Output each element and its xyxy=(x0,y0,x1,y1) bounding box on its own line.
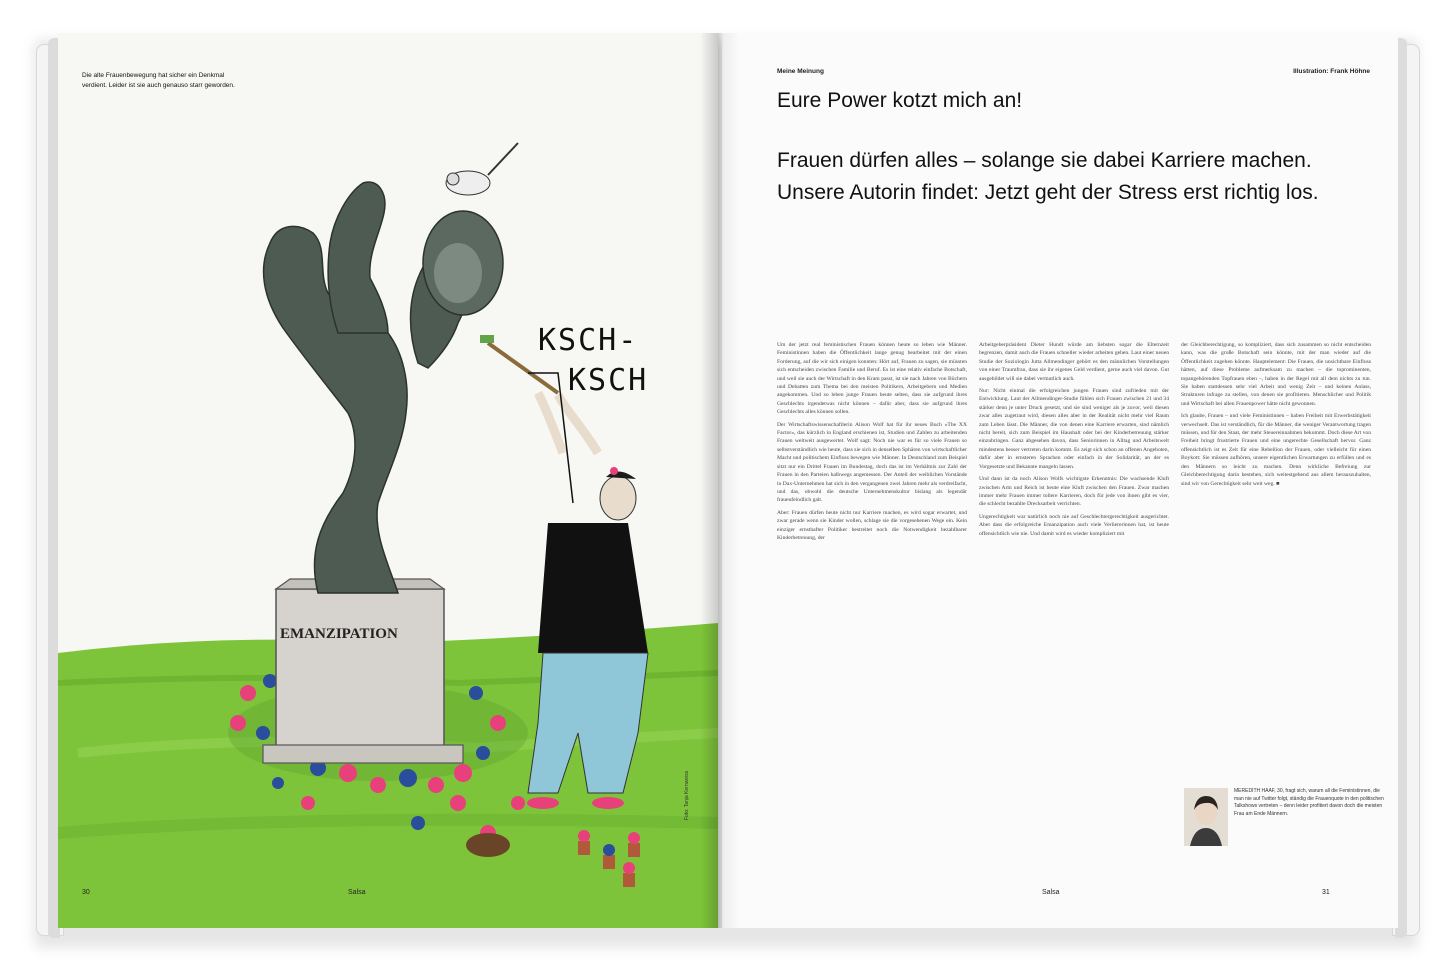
image-caption: Die alte Frauenbewegung hat sicher ein Denkmal verdient. Leider ist sie auch genauso starr geworden. xyxy=(82,72,235,89)
section-kicker: Meine Meinung xyxy=(777,68,824,75)
paragraph: Ich glaube, Frauen – und viele Feministinnen – haben Freiheit mit Erwerbstätigkeit verwechselt. Das ist verständlich, für die Männer, die weniger Verantwortung tragen müssen, und für den Staat, der mehr Steuereinnahmen bekommt. Doch diese Art von Freiheit bringt frustrierte Frauen und eine ungerechte Gesellschaft hervor. Ganz offensichtlich ist es Zeit für eine Rebellion der Frauen, oder vielleicht für einen Boykott: Sie müssen aufhören, unsere eigentlichen Erwartungen zu erfüllen und es den Männern so leicht zu machen. Denn wirkliche Befreiung zur Gleichberechtigung darin bestehen, sich weitestgehend aus allem herauszuhalten, sind wir von Gerechtigkeit sehr weit weg. ■ xyxy=(1181,413,1371,487)
right-folio-title: Salsa xyxy=(1042,889,1060,896)
paragraph: Nur: Nicht einmal die erfolgreichen jungen Frauen sind zufrieden mit der Entwicklung. Laut der Allmendinger-Studie fühlen sich Frauen zwischen 21 und 34 stärker denn je unter Druck gesetzt, und sie sind weniger als je zuvor, weil diesen zwar alles zugetraut wird, diesen alles aber in der Realität nicht mehr viel Raum zum Leben lässt. Die Männer, die von denen eine Karriere erwarten, sind nämlich nicht bereit, sich zum Beispiel im Haushalt oder bei der Kinderbetreuung stärker einzubringen. Ganz abgesehen davon, dass Seniorinnen in Alltag und Arbeitswelt mindestens besser vertreten darin kommt. Es zeigt sich schon an offenen Angeboten, dafür aber in ernsteren Sprachen oder einfach in der Solidarität, an der es Vorgesetzte und Bekannte mangeln lassen. xyxy=(979,388,1169,470)
illustration-credit: Illustration: Frank Höhne xyxy=(1293,68,1370,75)
left-page-number: 30 xyxy=(82,889,90,896)
sound-effect-line1: KSCH- xyxy=(538,323,639,358)
right-page xyxy=(722,33,1398,928)
photo-credit: Foto: Tanja Kernweiss xyxy=(684,770,690,820)
bird xyxy=(446,143,518,195)
author-bio: MEREDITH HAAF, 30, fragt sich, warum all die Feministinnen, die man nie auf Twitter folgt, ständig die Frauenquote in den politischen Talkshows vertreten – denn leider profitiert davon doch die meisten Frau am Ende Männern. xyxy=(1234,788,1384,817)
article-lede: Frauen dürfen alles – solange sie dabei Karriere machen. Unsere Autorin findet: Jetzt geht der Stress erst richtig los. xyxy=(777,149,1319,204)
paragraph: der Gleichberechtigung, so kompliziert, dass sich zusammen so nicht entscheiden kann, was die große Botschaft sein könnte, mit der man wieder auf die Öffentlichkeit zugehen könnte. Hauptelement: Die Frauen, die unsichtbare Einfluss hätten, auf diese Probleme aufmerksam zu machen – die toprominenten, topangehörenden Topfrauen eben –, haben in der Regel mit all dem nichts zu tun. Sie haben stattdessen sehr viel Arbeit und wenig Zeit – und keinen Anlass, Strukturen infrage zu stellen, von denen sie profitieren. Menschlicher und Politik und Wirtschaft bei allen Frauenpower hätte nicht gewonnen. xyxy=(1181,342,1371,407)
statue-head xyxy=(423,211,503,315)
paragraph: Ungerechtigkeit war natürlich noch nie auf Geschlechtergerechtigkeit ausgerichtet. Aber dass die erfolgreiche Emanzipation auch viele Verliererinnen hat, ist heute offensichtlich wie nie. Und damit wird es wieder kompliziert mit xyxy=(979,513,1169,537)
sound-effect-line2: KSCH xyxy=(568,363,649,398)
plinth-inscription: EMANZIPATION xyxy=(280,626,398,642)
left-page xyxy=(58,33,718,928)
right-page-number: 31 xyxy=(1322,889,1330,896)
article-column-1 xyxy=(777,341,967,546)
left-folio-title: Salsa xyxy=(348,889,366,896)
illustration xyxy=(58,33,718,928)
spine-gutter xyxy=(700,33,740,928)
article-headline: Eure Power kotzt mich an! xyxy=(777,89,1023,112)
paragraph: Aber: Frauen dürfen heute nicht nur Karriere machen, es wird sogar erwartet, und zwar gerade wenn sie Kinder wollen, schlage sie die vorgesehenen Wege ein. Kein einziger ernsthafter Politiker bestreitet noch die Notwendigkeit bezahlbarer Kinderbetreuung, der xyxy=(777,509,967,541)
author-photo xyxy=(1184,788,1228,846)
paragraph: Und dann ist da noch Alison Wolfs wichtigste Erkenntnis: Die wachsende Kluft zwischen Arm und Reich ist heute eine Kluft zwischen den Frauen. Zwar machen immer mehr Frauen immer tollere Karrieren, doch für jede von ihnen gibt es vier, die schlecht bezahlte Drecksarbeit verrichten. xyxy=(979,476,1169,508)
paragraph: Der Wirtschaftswissenschaftlerin Alison Wolf hat für ihr neues Buch »The XX Factor«, das kürzlich in England erschienen ist, Studien und Zahlen zu arbeitenden Frauen weltweit ausgewertet. Wolf sagt: Noch nie war es für so viele Frauen so selbstverständlich wie heute, dass sie sich in denselben Sphären von wirtschaftlicher Macht und politischem Einfluss bewegen wie Männer. In Deutschland zum Beispiel sitzt nur ein Drittel Frauen im Bundestag, doch das ist im Verhältnis zur Zahl der Frauen in den Parteien halbwegs angemessen. Der Anteil der weiblichen Vorstände in Dax-Unternehmen hat sich in den vergangenen zwei Jahren mehr als verdreifacht, und das, obwohl die deutsche Unternehmenskultur bislang als legendär frauenfeindlich galt. xyxy=(777,421,967,504)
woman-figure xyxy=(527,393,648,809)
paragraph: Arbeitgeberpräsident Dieter Hundt würde am liebsten sogar die Elternzeit begrenzen, damit auch die Frauen schneller wieder arbeiten gehen. Laut einer neuen Studie der Soziologin Jutta Allmendinger gehört es den männlichen Vorstellungen von einer Traumfrau, dass sie ihr eigenes Geld verdient, gerne auch viel davon. Gut ausgebildet will sie dabei vermutlich auch. xyxy=(979,342,1169,382)
paragraph: Um der jetzt real feministischen Frauen können heute so leben wie Männer. Feministinnen haben die Öffentlichkeit lange genug bearbeitet mit der einen Forderung, auf die wir sich einigen konnten: Hört auf, Frauen zu sagen, sie müssten sich entscheiden zwischen Familie und Beruf. Es ist eine relativ einfache Botschaft, und weil sie auch der Wirtschaft in den Kram passt, ist sie nach Jahren von Büchern und Debatten zum Thema bei den meisten Politikern, Arbeitgebern und Medien angekommen. Und so leben junge Frauen heute selten, dass sie aufgrund ihres Geschlechts irgendetwas nicht können – dafür aber, dass sie aufgrund ihres Geschlechts alles können sollen. xyxy=(777,342,967,416)
article-column-3 xyxy=(1181,341,1371,492)
article-column-2 xyxy=(979,341,1169,542)
